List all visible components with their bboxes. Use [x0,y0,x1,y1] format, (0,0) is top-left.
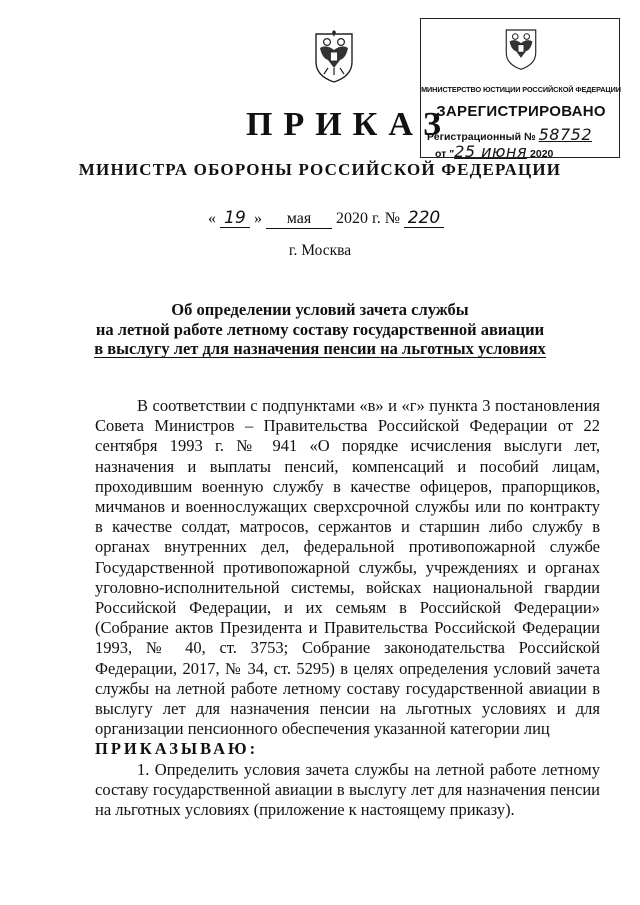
date-day: 19 [220,209,250,228]
order-heading [0,300,640,359]
minister-title: МИНИСТРА ОБОРОНЫ РОССИЙСКОЙ ФЕДЕРАЦИИ [78,160,562,179]
date-close-quote: » [254,210,262,227]
date-year: 2020 г. [336,210,381,227]
order-title: ПРИКАЗ [246,106,452,143]
stamp-ministry-text: МИНИСТЕРСТВО ЮСТИЦИИ РОССИЙСКОЙ ФЕДЕРАЦИИ [421,85,621,94]
order-number-label: № [384,210,401,227]
date-month: мая [266,210,332,229]
heading-line-2: на летной работе летному составу государственной авиации [95,319,545,339]
stamp-coat-of-arms-icon [503,25,539,71]
order-word-paragraph [95,739,600,759]
date-open-quote: « [208,210,216,227]
heading-line-3: в выслугу лет для назначения пенсии на льготных условиях [94,339,546,358]
order-number: 220 [404,209,444,228]
preamble-paragraph: В соответствии с подпунктами «в» и «г» пункта 3 постановления Совета Министров – Правительства Российской Федерации от 22 сентября 1993 г. № 941 «О порядке исчисления выслуги лет, назначения и выплаты пенсий, компенсаций и пособий лицам, проходившим военную службу в качестве офицеров, прапорщиков, мичманов и военнослужащих сверхсрочной службы или по контракту в качестве солдат, матросов, сержантов и старшин либо службу в органах внутренних дел, федеральной противопожарной службе Государственной противопожарной службы, учреждениях и органах уголовно-исполнительной системы, войсках национальной гвардии Российской Федерации, и их семьям в Российской Федерации» (Собрание актов Президента и Правительства Российской Федерации 1993, № 40, ст. 3753; Собрание законодательства Российской Федерации, 2017, № 34, ст. 5295) в целях определения условий зачета службы на летной работе летному составу государственной авиации в выслугу лет для назначения пенсии на льготных условиях и для организации пенсионного обеспечения указанной категории лиц [95,396,600,739]
stamp-date-year: 2020 [530,148,554,160]
item-1-paragraph: 1. Определить условия зачета службы на летной работе летному составу государственной авиации в выслугу лет для назначения пенсии на льготных условиях (приложение к настоящему приказу). [95,759,600,820]
city: г. Москва [288,242,352,259]
stamp-date-prefix: от " [435,148,455,160]
stamp-reg-number: 58752 [538,125,593,144]
order-date-line [208,209,444,229]
stamp-date-handwritten: 25 июня [454,142,528,161]
coat-of-arms-icon [312,28,356,84]
heading-line-1: Об определении условий зачета службы [171,300,469,319]
stamp-reg-label: Регистрационный № [427,131,536,143]
stamp-registered-text: ЗАРЕГИСТРИРОВАНО [436,103,606,120]
order-body [95,396,600,820]
order-word: ПРИКАЗЫВАЮ: [95,739,259,759]
stamp-date-line [435,142,553,161]
